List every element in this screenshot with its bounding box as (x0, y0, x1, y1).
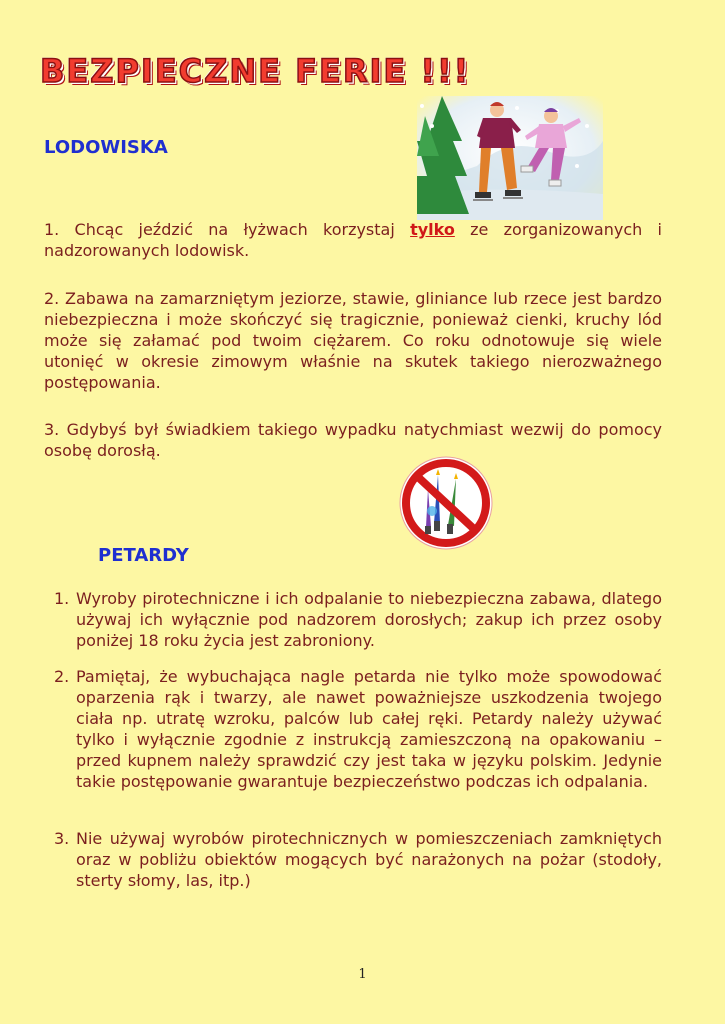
list-item (54, 828, 662, 891)
list-text: Nie używaj wyrobów pirotechnicznych w pomieszczeniach zamkniętych oraz w pobliżu obiektów mogących być narażonych na pożar (stodoły, sterty słomy, las, itp.) (76, 829, 662, 890)
page-number: 1 (358, 967, 367, 982)
list-number: 3. (54, 829, 70, 848)
ice-skaters-illustration (417, 96, 603, 220)
list-text: Wyroby pirotechniczne i ich odpalanie to niebezpieczna zabawa, dlatego używaj ich wyłącznie pod nadzorem dorosłych; zakup ich przez osoby poniżej 18 roku życia jest zabroniony. (76, 589, 662, 650)
list-item (54, 588, 662, 651)
paragraph-3: 3. Gdybyś był świadkiem takiego wypadku natychmiast wezwij do pomocy osobę dorosłą. (44, 420, 662, 460)
list-item (54, 666, 662, 792)
document-title: BEZPIECZNE FERIE !!! (40, 52, 471, 90)
emphasis-tylko: tylko (410, 220, 455, 239)
list-text: Pamiętaj, że wybuchająca nagle petarda nie tylko może spowodować oparzenia rąk i twarzy, ale nawet poważniejsze uszkodzenia twojego ciała np. utratę wzroku, palców lub całej ręki. Petardy należy używać tylko i wyłącznie zgodnie z instrukcją zamieszczoną na opakowaniu – przed kupnem należy sprawdzić czy jest taka w języku polskim. Jedynie takie postępowanie gwarantuje bezpieczeństwo podczas ich odpalania. (76, 667, 662, 791)
paragraph-1-start: 1. Chcąc jeździć na łyżwach korzystaj (44, 220, 411, 239)
petardy-item-2 (54, 666, 662, 792)
section-heading-lodowiska: LODOWISKA (44, 137, 168, 158)
paragraph-2: 2. Zabawa na zamarzniętym jeziorze, stawie, gliniance lub rzece jest bardzo niebezpieczna i może skończyć się tragicznie, ponieważ cienki, kruchy lód może się załamać pod twoim ciężarem. Co roku odnotowuje się wiele utonięć w okresie zimowym właśnie na skutek takiego nierozważnego postępowania. (44, 289, 662, 392)
petardy-item-1 (54, 588, 662, 651)
section-heading-petardy: PETARDY (98, 545, 189, 566)
paragraph-1-end: ze zorganizowanych i nadzorowanych lodowisk. (44, 220, 663, 260)
petardy-item-3 (54, 828, 662, 891)
list-number: 1. (54, 589, 70, 608)
paragraph-1 (44, 219, 662, 261)
list-number: 2. (54, 667, 70, 686)
no-fireworks-sign (398, 455, 494, 551)
